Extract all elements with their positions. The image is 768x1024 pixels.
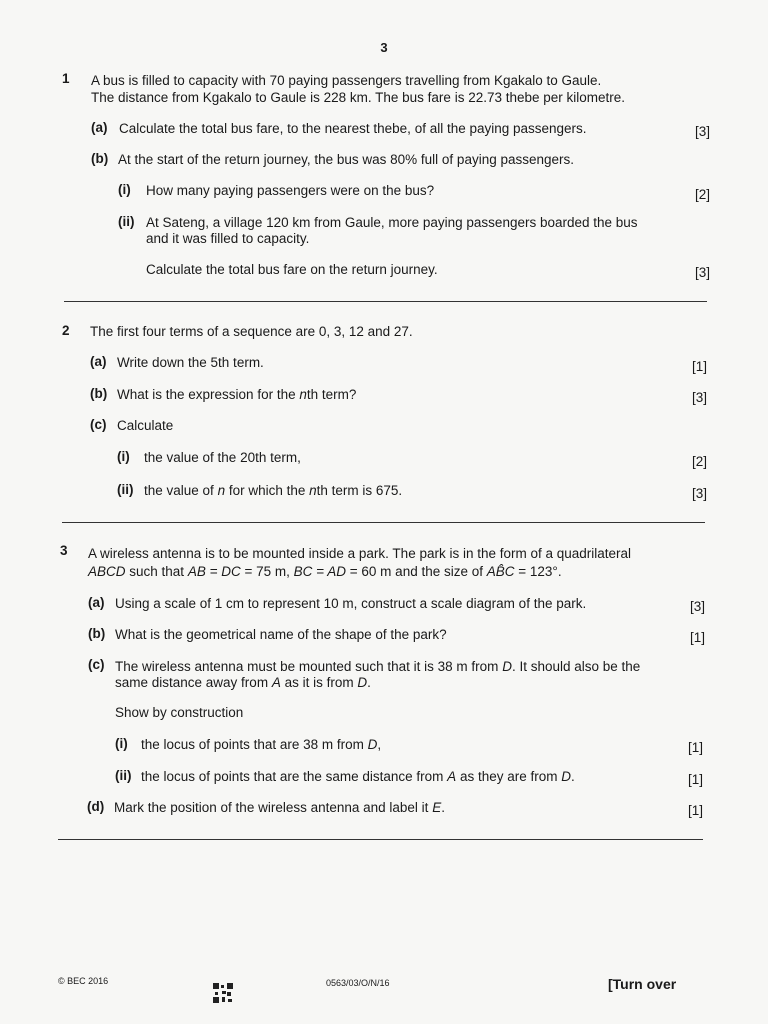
point-a: A xyxy=(271,675,281,690)
stem-text: the locus of points that are the same distance from xyxy=(141,769,448,784)
point-d: D xyxy=(367,737,378,752)
question-2cii-pre: the value of xyxy=(144,483,218,498)
quadrilateral-abcd: ABCD xyxy=(88,564,126,579)
question-2ci-marks: [2] xyxy=(691,454,707,469)
question-2ci-text: the value of the 20th term, xyxy=(144,450,301,465)
question-1bi-text: How many paying passengers were on the bus? xyxy=(146,183,435,198)
question-3b-marks: [1] xyxy=(689,630,705,645)
question-2b-text xyxy=(117,387,356,402)
angle-abc: AB̂C xyxy=(486,564,515,579)
question-1-number: 1 xyxy=(62,71,70,86)
question-1bi-label: (i) xyxy=(118,182,131,197)
stem-text: . xyxy=(441,800,445,815)
divider-2 xyxy=(62,522,705,523)
question-2ci-label: (i) xyxy=(117,449,130,464)
question-1-stem-line2: The distance from Kgakalo to Gaule is 228 km. The bus fare is 22.73 thebe per kilometre. xyxy=(91,90,626,105)
stem-text: as it is from xyxy=(280,675,358,690)
question-3a-label: (a) xyxy=(88,595,105,610)
question-2a-text: Write down the 5th term. xyxy=(117,355,264,370)
variable-n: n xyxy=(309,483,317,498)
question-3d-marks: [1] xyxy=(687,803,703,818)
question-3c-label: (c) xyxy=(88,657,105,672)
stem-text: such that xyxy=(125,564,188,579)
question-3cii-text xyxy=(141,769,575,784)
question-2a-marks: [1] xyxy=(691,359,707,374)
point-e: E xyxy=(432,800,442,815)
question-3b-label: (b) xyxy=(88,626,106,641)
stem-text: = 60 m and the size of xyxy=(346,564,487,579)
equation-bc-ad: BC = AD xyxy=(293,564,347,579)
stem-text: The wireless antenna must be mounted such that it is 38 m from xyxy=(115,659,503,674)
stem-text: . xyxy=(570,769,575,784)
question-3ci-text xyxy=(141,737,381,752)
variable-n: n xyxy=(299,387,307,402)
question-3-stem-line1: A wireless antenna is to be mounted inside a park. The park is in the form of a quadrilateral xyxy=(88,546,632,561)
point-a: A xyxy=(447,769,457,784)
question-3a-text: Using a scale of 1 cm to represent 10 m, construct a scale diagram of the park. xyxy=(115,596,587,611)
question-1-stem-line1: A bus is filled to capacity with 70 paying passengers travelling from Kgakalo to Gaule. xyxy=(91,73,602,88)
question-2cii-marks: [3] xyxy=(691,486,707,501)
point-d: D xyxy=(502,659,512,674)
stem-text: = 123°. xyxy=(514,564,562,579)
question-3c-show: Show by construction xyxy=(115,705,244,720)
question-2b-text-pre: What is the expression for the xyxy=(117,387,300,402)
stem-text: . It should also be the xyxy=(511,659,641,674)
question-1b-text: At the start of the return journey, the bus was 80% full of paying passengers. xyxy=(118,152,575,167)
question-1b-label: (b) xyxy=(91,151,109,166)
question-1a-label: (a) xyxy=(91,120,108,135)
question-1a-marks: [3] xyxy=(694,124,710,139)
question-1bii-label: (ii) xyxy=(118,214,135,229)
question-1a-text: Calculate the total bus fare, to the nearest thebe, of all the paying passengers. xyxy=(119,121,587,136)
question-2b-marks: [3] xyxy=(691,390,707,405)
equation-ab-dc: AB = DC xyxy=(187,564,241,579)
question-1bii-line3: Calculate the total bus fare on the return journey. xyxy=(146,262,438,277)
question-2cii-label: (ii) xyxy=(117,482,134,497)
question-1bii-line1: At Sateng, a village 120 km from Gaule, more paying passengers boarded the bus xyxy=(146,215,638,230)
divider-3 xyxy=(58,839,703,840)
question-2b-text-post: th term? xyxy=(306,387,357,402)
question-2c-text: Calculate xyxy=(117,418,174,433)
question-3ci-label: (i) xyxy=(115,736,128,751)
question-2c-label: (c) xyxy=(90,417,107,432)
question-3d-label: (d) xyxy=(87,799,105,814)
question-1bi-marks: [2] xyxy=(694,187,710,202)
stem-text: . xyxy=(367,675,371,690)
qr-code-icon xyxy=(213,983,233,1003)
question-3b-text: What is the geometrical name of the shape of the park? xyxy=(115,627,447,642)
question-3c-line1 xyxy=(115,659,640,674)
question-3ci-marks: [1] xyxy=(687,740,703,755)
page-number: 3 xyxy=(380,40,388,55)
stem-text: , xyxy=(377,737,382,752)
stem-text: Mark the position of the wireless antenna and label it xyxy=(114,800,433,815)
question-3a-marks: [3] xyxy=(689,599,705,614)
stem-text: as they are from xyxy=(456,769,562,784)
stem-text: same distance away from xyxy=(115,675,272,690)
question-1bii-line2: and it was filled to capacity. xyxy=(146,231,310,246)
point-d: D xyxy=(561,769,571,784)
question-2-stem: The first four terms of a sequence are 0, 3, 12 and 27. xyxy=(90,324,413,339)
question-3cii-label: (ii) xyxy=(115,768,132,783)
question-2cii-text xyxy=(144,483,402,498)
question-2b-label: (b) xyxy=(90,386,108,401)
turn-over-label: [Turn over xyxy=(608,976,677,992)
point-d: D xyxy=(357,675,368,690)
question-3-stem-line2 xyxy=(88,564,562,579)
footer-copyright: © BEC 2016 xyxy=(58,976,109,986)
question-2a-label: (a) xyxy=(90,354,107,369)
question-2cii-post: th term is 675. xyxy=(316,483,403,498)
stem-text: the locus of points that are 38 m from xyxy=(141,737,368,752)
stem-text: = 75 m, xyxy=(240,564,294,579)
divider-1 xyxy=(64,301,707,302)
question-2-number: 2 xyxy=(62,323,70,338)
question-3cii-marks: [1] xyxy=(687,772,703,787)
question-1bii-marks: [3] xyxy=(694,265,710,280)
question-3d-text xyxy=(114,800,445,815)
question-3c-line2 xyxy=(115,675,371,690)
footer-paper-code: 0563/03/O/N/16 xyxy=(326,978,390,988)
question-2cii-mid: for which the xyxy=(225,483,310,498)
question-3-number: 3 xyxy=(60,543,68,558)
variable-n: n xyxy=(217,483,226,498)
